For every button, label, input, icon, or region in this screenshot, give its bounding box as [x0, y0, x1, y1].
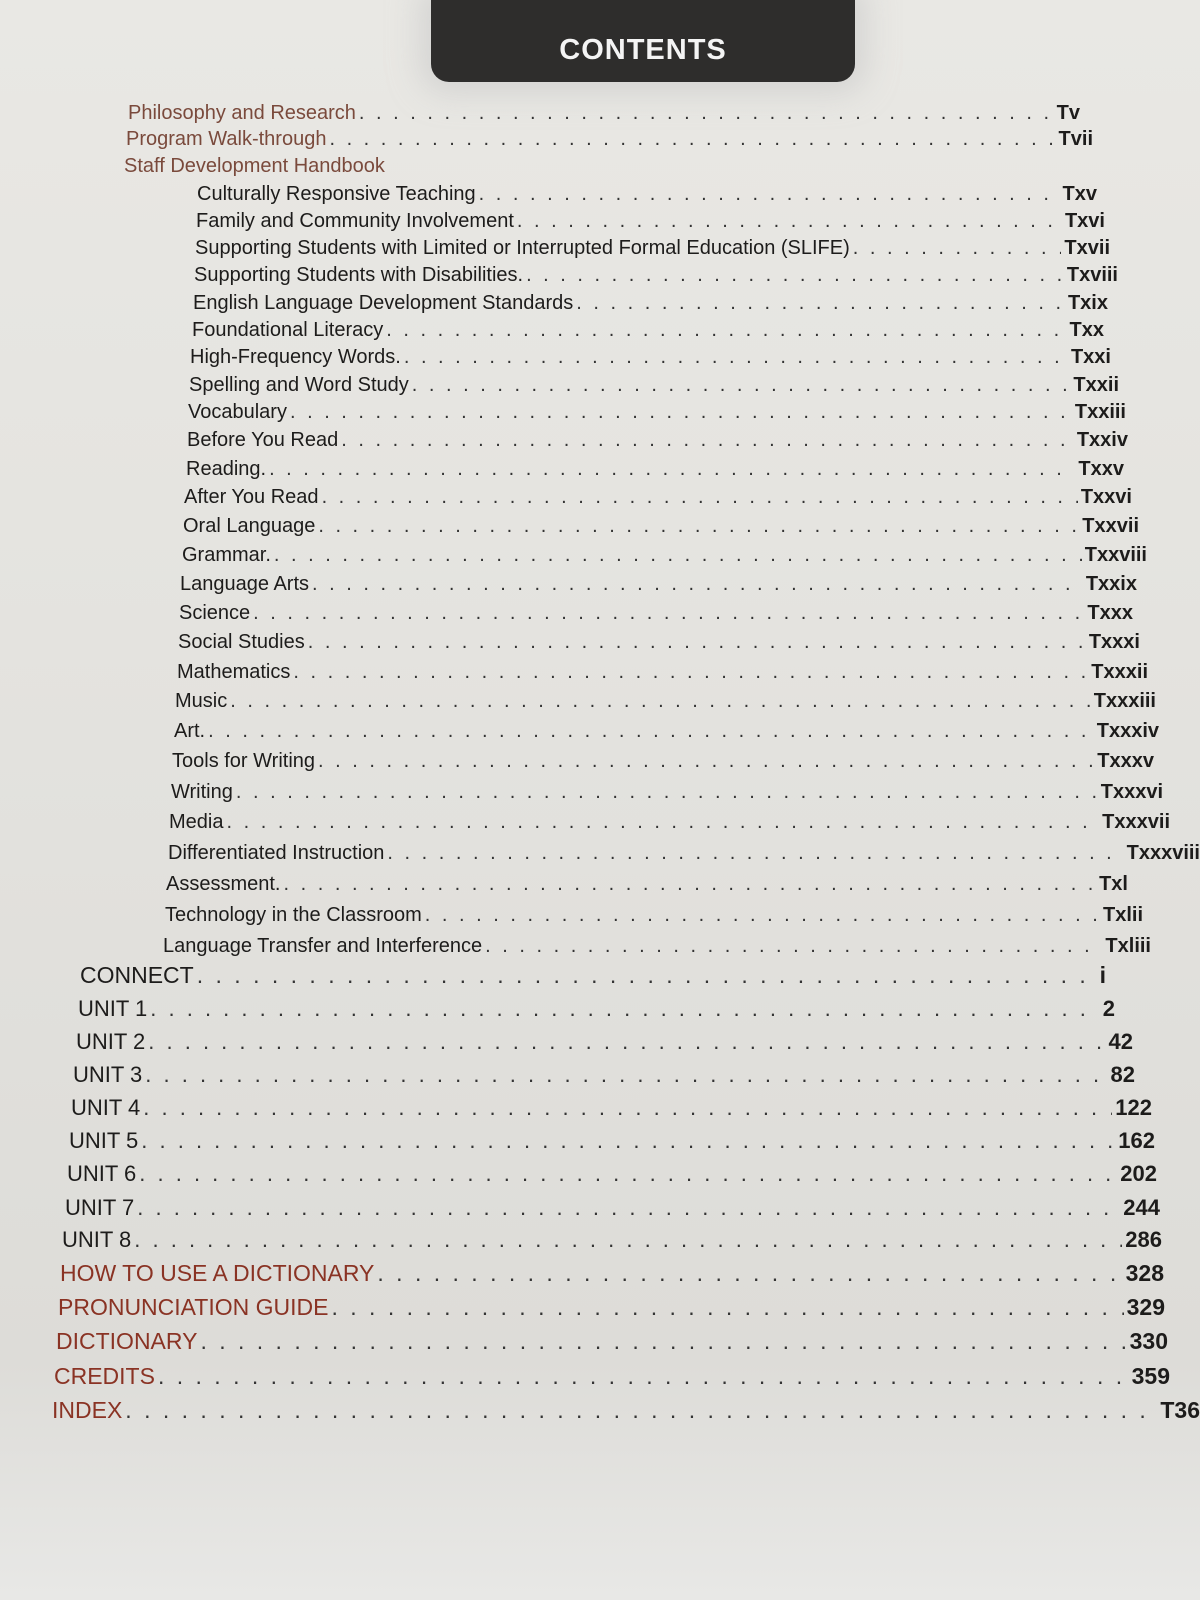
- toc-entry-title: Staff Development Handbook: [124, 155, 385, 177]
- toc-entry-title: HOW TO USE A DICTIONARY: [60, 1260, 375, 1287]
- dot-leader: [236, 781, 1098, 804]
- dot-leader: [269, 458, 1075, 481]
- toc-entry-title: UNIT 6: [67, 1161, 137, 1187]
- dot-leader: [137, 1195, 1120, 1221]
- toc-entry: [194, 264, 1118, 287]
- dot-leader: [134, 1227, 1122, 1253]
- toc-page-number: 122: [1115, 1095, 1152, 1121]
- toc-entry: [124, 155, 1000, 178]
- toc-page-number: Txxvii: [1082, 515, 1139, 537]
- dot-leader: [143, 1095, 1112, 1121]
- toc-entry: [189, 374, 1119, 397]
- dot-leader: [425, 904, 1100, 927]
- dot-leader: [293, 661, 1088, 684]
- toc-entry: [168, 842, 1200, 865]
- toc-entry-title: After You Read: [184, 486, 319, 508]
- toc-entry-title: INDEX: [52, 1397, 123, 1424]
- toc-entry-title: Vocabulary: [188, 401, 287, 423]
- toc-entry-title: UNIT 8: [62, 1227, 132, 1253]
- toc-entry: [190, 346, 1111, 369]
- dot-leader: [290, 401, 1072, 424]
- toc-entry: [183, 515, 1139, 538]
- dot-leader: [485, 935, 1102, 958]
- toc-entry: [180, 573, 1137, 596]
- toc-page-number: 2: [1102, 996, 1115, 1022]
- toc-entry: [172, 750, 1154, 773]
- toc-page-number: Txxiii: [1074, 401, 1126, 423]
- dot-leader: [412, 374, 1071, 397]
- toc-entry-title: Supporting Students with Disabilities.: [194, 264, 524, 286]
- toc-entry-title: UNIT 3: [73, 1062, 143, 1088]
- toc-page-number: Tv: [1056, 102, 1080, 124]
- toc-page-number: Txlii: [1102, 904, 1143, 926]
- dot-leader: [283, 873, 1096, 896]
- dot-leader: [148, 1029, 1105, 1055]
- toc-page-number: Txix: [1067, 292, 1108, 314]
- toc-entry-title: Supporting Students with Limited or Interrupted Formal Education (SLIFE): [195, 237, 850, 259]
- toc-page-number: T36: [1160, 1397, 1200, 1424]
- toc-entry: [197, 183, 1097, 206]
- toc-entry-title: Media: [169, 811, 224, 833]
- dot-leader: [526, 264, 1064, 287]
- dot-leader: [150, 996, 1099, 1022]
- toc-entry: [179, 602, 1133, 625]
- toc-entry: [126, 128, 1093, 151]
- toc-page-number: Txxxii: [1091, 661, 1148, 683]
- toc-entry: [67, 1161, 1157, 1187]
- toc-entry: [62, 1227, 1162, 1253]
- toc-page-number: Txx: [1069, 319, 1104, 341]
- toc-entry-title: UNIT 7: [65, 1195, 135, 1221]
- toc-entry-title: UNIT 2: [76, 1029, 146, 1055]
- toc-entry: [166, 873, 1128, 896]
- toc-entry: [169, 811, 1170, 834]
- toc-entry: [171, 781, 1163, 804]
- toc-entry: [193, 292, 1108, 315]
- toc-page-number: Txxxviii: [1126, 842, 1200, 864]
- dot-leader: [329, 128, 1055, 151]
- toc-entry-title: Writing: [171, 781, 233, 803]
- toc-page-number: Txliii: [1105, 935, 1151, 957]
- toc-entry: [182, 544, 1147, 567]
- toc-entry: [177, 661, 1148, 684]
- toc-entry: [188, 401, 1126, 424]
- dot-leader: [377, 1260, 1122, 1287]
- toc-entry-title: Technology in the Classroom: [165, 904, 422, 926]
- toc-page-number: 328: [1125, 1260, 1164, 1287]
- toc-entry: [163, 935, 1151, 958]
- dot-leader: [517, 210, 1062, 233]
- toc-page-number: Tvii: [1058, 128, 1093, 150]
- dot-leader: [853, 237, 1062, 260]
- dot-leader: [387, 842, 1123, 865]
- toc-page-number: Txxviii: [1084, 544, 1147, 566]
- toc-entry: [186, 458, 1124, 481]
- toc-page-number: Txxxiii: [1093, 690, 1156, 712]
- toc-entry-title: Tools for Writing: [172, 750, 316, 772]
- toc-entry-title: English Language Development Standards: [193, 292, 574, 314]
- toc-entry: [128, 102, 1080, 125]
- toc-page-number: Txxi: [1070, 346, 1111, 368]
- dot-leader: [318, 515, 1079, 538]
- toc-entry-title: UNIT 1: [78, 996, 148, 1022]
- dot-leader: [331, 1294, 1123, 1321]
- toc-page-number: Txxxiv: [1096, 720, 1159, 742]
- toc-entry-title: Assessment.: [166, 873, 281, 895]
- toc-entry: [80, 962, 1106, 989]
- toc-entry-title: Language Transfer and Interference: [163, 935, 483, 957]
- toc-entry: [65, 1195, 1160, 1221]
- toc-entry: [184, 486, 1132, 509]
- dot-leader: [386, 319, 1066, 342]
- toc-entry: [69, 1128, 1155, 1154]
- dot-leader: [139, 1161, 1117, 1187]
- toc-page-number: Txv: [1062, 183, 1097, 205]
- dot-leader: [200, 1328, 1126, 1355]
- toc-page-number: Txxix: [1085, 573, 1137, 595]
- toc-entry-title: Grammar.: [182, 544, 271, 566]
- toc-entry: [58, 1294, 1165, 1321]
- toc-entry: [71, 1095, 1152, 1121]
- toc-entry-title: Music: [175, 690, 228, 712]
- toc-entry-title: CONNECT: [80, 962, 194, 989]
- toc-entry: [175, 690, 1156, 713]
- dot-leader: [308, 631, 1086, 654]
- dot-leader: [226, 811, 1099, 834]
- toc-page-number: 244: [1123, 1195, 1160, 1221]
- toc-entry-title: PRONUNCIATION GUIDE: [58, 1294, 329, 1321]
- dot-leader: [253, 602, 1084, 625]
- toc-page-number: 359: [1131, 1363, 1170, 1390]
- dot-leader: [359, 102, 1054, 125]
- toc-page-number: Txxii: [1073, 374, 1119, 396]
- dot-leader: [230, 690, 1091, 713]
- toc-entry-title: UNIT 4: [71, 1095, 141, 1121]
- dot-leader: [479, 183, 1060, 206]
- toc-entry-title: UNIT 5: [69, 1128, 139, 1154]
- toc-page-number: Txxxv: [1097, 750, 1154, 772]
- toc-entry: [192, 319, 1104, 342]
- dot-leader: [197, 962, 1097, 989]
- page-title: CONTENTS: [559, 34, 727, 66]
- dot-leader: [125, 1397, 1157, 1424]
- toc-entry-title: Mathematics: [177, 661, 291, 683]
- toc-entry: [187, 429, 1128, 452]
- dot-leader: [318, 750, 1094, 773]
- toc-page-number: 42: [1108, 1029, 1133, 1055]
- contents-header: [431, 0, 855, 82]
- toc-page-number: Txvi: [1064, 210, 1105, 232]
- toc-entry-title: Social Studies: [178, 631, 305, 653]
- toc-page-number: 330: [1129, 1328, 1168, 1355]
- toc-entry-title: Science: [179, 602, 251, 624]
- dot-leader: [404, 346, 1068, 369]
- toc-page-number: Txxxvi: [1100, 781, 1163, 803]
- toc-entry-title: Before You Read: [187, 429, 339, 451]
- dot-leader: [322, 486, 1078, 509]
- toc-entry: [54, 1363, 1170, 1390]
- toc-entry-title: High-Frequency Words.: [190, 346, 401, 368]
- toc-page-number: 329: [1126, 1294, 1165, 1321]
- toc-entry: [195, 237, 1110, 260]
- toc-page-number: Txvii: [1064, 237, 1110, 259]
- toc-entry-title: Culturally Responsive Teaching: [197, 183, 476, 205]
- toc-entry: [60, 1260, 1164, 1287]
- toc-page-number: Txxx: [1087, 602, 1133, 624]
- toc-entry-title: Program Walk-through: [126, 128, 327, 150]
- toc-entry: [178, 631, 1140, 654]
- toc-entry: [76, 1029, 1133, 1055]
- dot-leader: [208, 720, 1094, 743]
- toc-entry-title: Reading.: [186, 458, 267, 480]
- toc-entry-title: Oral Language: [183, 515, 316, 537]
- toc-page-number: Txviii: [1066, 264, 1118, 286]
- toc-page-number: Txl: [1099, 873, 1128, 895]
- dot-leader: [341, 429, 1074, 452]
- dot-leader: [141, 1128, 1115, 1154]
- toc-page-number: i: [1099, 962, 1106, 989]
- toc-entry-title: Art.: [174, 720, 206, 742]
- toc-page-number: Txxv: [1078, 458, 1124, 480]
- toc-entry: [174, 720, 1159, 743]
- toc-page-number: Txxxi: [1088, 631, 1140, 653]
- toc-entry: [196, 210, 1105, 233]
- toc-page-number: Txxvi: [1080, 486, 1132, 508]
- toc-page-number: 82: [1110, 1062, 1135, 1088]
- toc-entry: [73, 1062, 1135, 1088]
- toc-entry: [78, 996, 1115, 1022]
- toc-entry-title: CREDITS: [54, 1363, 155, 1390]
- toc-entry-title: Language Arts: [180, 573, 309, 595]
- toc-page-number: Txxiv: [1076, 429, 1128, 451]
- toc-entry-title: DICTIONARY: [56, 1328, 198, 1355]
- toc-entry-title: Family and Community Involvement: [196, 210, 514, 232]
- toc-entry: [52, 1397, 1200, 1424]
- toc-page-number: 202: [1120, 1161, 1157, 1187]
- toc-page-number: 286: [1125, 1227, 1162, 1253]
- dot-leader: [274, 544, 1082, 567]
- toc-entry-title: Differentiated Instruction: [168, 842, 385, 864]
- toc-entry: [56, 1328, 1168, 1355]
- toc-entry-title: Spelling and Word Study: [189, 374, 409, 396]
- dot-leader: [158, 1363, 1129, 1390]
- dot-leader: [145, 1062, 1107, 1088]
- toc-entry-title: Philosophy and Research: [128, 102, 356, 124]
- dot-leader: [312, 573, 1083, 596]
- toc-page-number: Txxxvii: [1102, 811, 1170, 833]
- toc-page-number: 162: [1118, 1128, 1155, 1154]
- dot-leader: [576, 292, 1065, 315]
- toc-entry-title: Foundational Literacy: [192, 319, 384, 341]
- toc-entry: [165, 904, 1143, 927]
